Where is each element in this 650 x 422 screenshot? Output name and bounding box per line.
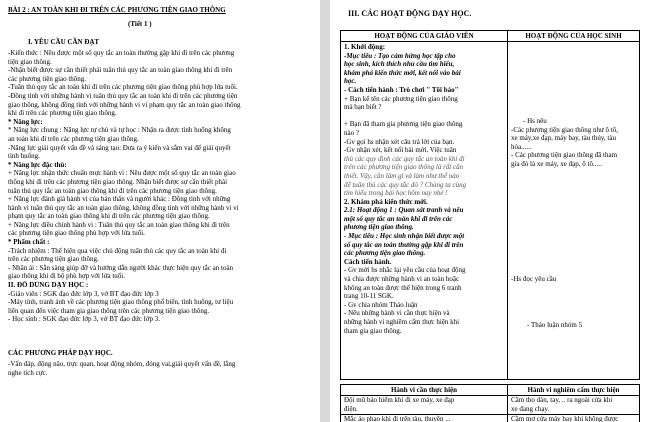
body-line: -Giáo viên : SGK đạo đức lớp 3, vở BT đạo đức lớp 3: [8, 289, 159, 298]
subtable-line: xe đang chạy.: [511, 404, 550, 413]
body-line: - Học sinh : SGK đạo đức lớp 3, vở BT đạo đức lớp 3.: [8, 315, 160, 324]
body-line: tiện giao thông.: [8, 57, 52, 66]
teacher-line: -Gv nhận xét, kết nối bài mới. Việc tuân: [344, 146, 457, 155]
behavior-subtable: [340, 384, 640, 422]
teacher-line: + Bạn kể tên các phương tiện giao thông: [344, 94, 458, 103]
column-divider: [507, 31, 508, 379]
student-line: -Các phương tiện giao thông như ô tô,: [511, 125, 618, 134]
teacher-line: khám phá kiến thức mới, kết nối vào bài: [344, 68, 461, 77]
teacher-line: tìm hiểu trong bài học hôm nay nhé !: [344, 189, 448, 198]
teacher-line: 2.1: Hoạt động 1 : Quan sát tranh và nêu: [344, 206, 464, 215]
lesson-subtitle: (Tiết 1 ): [128, 20, 152, 28]
student-group-discussion: - Thảo luận nhóm 5: [527, 321, 583, 329]
teacher-line: không an toàn được thể hiện trong 6 tranh: [344, 283, 462, 292]
methods-body: [8, 360, 314, 377]
right-page: [330, 0, 650, 422]
prohibited-behavior-header: Hành vi nghiêm cấm thực hiện: [527, 386, 620, 394]
teacher-line: Cách tiến hành.: [344, 257, 392, 266]
teacher-activities: [344, 43, 506, 335]
body-line: * Năng lực đặc thù:: [8, 160, 67, 169]
required-behavior-header: Hành vi cần thực hiện: [390, 386, 458, 394]
student-line: - Hs nêu: [523, 117, 547, 125]
body-line: giao thông khi đi bộ phù hợp với lứa tuổi.: [8, 272, 125, 281]
body-line: -Máy tính, tranh ảnh về các phương tiện giao thông phổ biến, tình huống, tư liệu: [8, 298, 234, 307]
student-read-request: -Hs đọc yêu cầu: [511, 275, 557, 283]
teacher-line: - Mục tiêu : Học sinh nhận biết được một: [344, 232, 465, 241]
prohibited-behavior-cell: Cầm mơ cửa máy bay khi không được: [511, 415, 619, 422]
body-line: -Nhận biết được sự cần thiết phải tuân thủ quy tắc an toàn giao thông khi đi trên: [8, 66, 233, 75]
body-line: trên các phương tiện giao thông.: [8, 255, 99, 264]
teacher-line: những hành vi nghiêm cấm thực hiện khi: [344, 318, 460, 326]
teacher-column-header: HOẠT ĐỘNG CỦA GIÁO VIÊN: [374, 32, 474, 40]
student-line: - Các phương tiện giao thông đã tham: [511, 151, 618, 160]
body-line: -Vấn đáp, động não, trực quan, hoạt động nhóm, đóng vai,giải quyết vấn đề, lắng: [8, 360, 236, 368]
body-line: * Phẩm chất :: [8, 238, 50, 247]
teacher-line: trang 10-11 SGK.: [344, 292, 394, 301]
requirements-body: [8, 49, 314, 324]
body-line: + Năng lực điều chỉnh hành vi : Tuân thủ quy tắc an toàn giao thông khi đi trên: [8, 220, 230, 229]
body-line: * Năng lực chung : Năng lực tự chủ và tự học : Nhận ra được tình huống không: [8, 126, 231, 135]
subtable-line: điện.: [344, 404, 358, 413]
body-line: -Đồng tình với những hành vi tuân thủ quy tắc an toàn khi đi trên các phương tiện: [8, 91, 238, 100]
body-line: giao thông, không đồng tình với những hành vi vi phạm quy tắc an toàn giao thông: [8, 100, 241, 109]
teacher-line: - Gv chia nhóm Thảo luận: [344, 300, 418, 309]
body-line: -Trách nhiệm : Thể hiện qua việc chủ động tuân thủ các quy tắc an toàn khi đi: [8, 246, 227, 255]
body-line: -Năng lực giải quyết vấn đề và sáng tạo: Đưa ra ý kiến và sắm vai để giải quyết: [8, 143, 231, 152]
required-behavior-cell: [344, 396, 506, 413]
body-line: * Năng lực:: [8, 117, 43, 126]
teacher-line: số quy tắc an toàn thường gặp khi đi trên: [344, 240, 464, 249]
teacher-line: học sinh, kích thích nhu cầu tìm hiểu,: [344, 60, 455, 69]
body-line: khi đi trên các phương tiện giao thông.: [8, 109, 117, 118]
teacher-line: -Mục tiêu : Tạo cảm hứng học tập cho: [344, 51, 456, 60]
teacher-line: học.: [344, 77, 357, 86]
teacher-line: để tuân thủ các quy tắc đó ? Chúng ta cùng: [344, 180, 467, 189]
required-behavior-cell: Mắc áo phao khi đi trên tàu, thuyền ...: [344, 415, 451, 422]
section-heading-methods: CÁC PHƯƠNG PHÁP DẠY HỌC.: [8, 349, 113, 357]
teacher-line: và chia được những hành vi an toàn hoặc: [344, 275, 460, 284]
body-line: phạm quy tắc an toàn giao thông khi đi trên các phương tiện giao thông.: [8, 212, 210, 221]
header-divider: [341, 41, 639, 42]
section-heading-materials: II. ĐỒ DÙNG DẠY HỌC :: [8, 281, 89, 290]
body-line: -Tuân thủ quy tắc an toàn khi đi trên các phương tiện giao thông phù hợp lứa tuổi.: [8, 83, 238, 92]
teacher-line: 1. Khởi động:: [344, 43, 386, 51]
body-line: tuân thủ quy tắc an toàn giao thông khi đi trên các phương tiện giao thông.: [8, 186, 217, 195]
teacher-line: phương tiện giao thông.: [344, 223, 414, 232]
teacher-line: - Nêu những hành vi cần thực hiện và: [344, 309, 450, 318]
teacher-line: - Gv mời hs nhắc lại yêu cầu của hoạt động: [344, 266, 466, 275]
teacher-line: + Bạn đã tham gia phương tiện giao thông: [344, 120, 463, 129]
teacher-line: thiết. Vậy, cần làm gì và làm như thế nào: [344, 171, 460, 180]
teacher-line: một số quy tắc an toàn khi đi trên các: [344, 214, 453, 223]
lesson-title: BÀI 2 : AN TOÀN KHI ĐI TRÊN CÁC PHƯƠNG TIỆN GIAO THÔNG: [8, 6, 226, 14]
teacher-line: [344, 112, 506, 121]
body-line: tình huống.: [8, 152, 40, 161]
subtable-line: Đội mũ bảo hiểm khi đi xe máy, xe đạp: [344, 396, 455, 404]
student-line: hỏa......: [511, 142, 532, 151]
body-line: + Năng lực nhận thức chuẩn mực hành vi : Nêu được một số quy tắc an toàn giao: [8, 169, 236, 178]
teacher-line: thủ các quy định các quy tắc an toàn khi đi: [344, 154, 465, 163]
activities-title: III. CÁC HOẠT ĐỘNG DẠY HỌC.: [348, 9, 472, 18]
student-line: gia đó là xe máy, xe đạp, ô tô.....: [511, 159, 602, 168]
prohibited-behavior-cell: [511, 396, 638, 413]
teacher-line: tham gia giao thông.: [344, 326, 402, 335]
activities-table: [340, 30, 640, 380]
teacher-line: nào ?: [344, 128, 359, 137]
body-line: - Nhân ái : Sẵn sàng giúp đỡ và hướng dẫn người khác thực hiện quy tắc an toàn: [8, 263, 234, 272]
body-line: thông khi đi trên các phương tiện giao thông. Nhận biết được sự cần thiết phải: [8, 177, 228, 186]
body-line: + Năng lực đánh giá hành vi của bản thân và người khác : Đồng tình với những: [8, 195, 231, 204]
section-heading-requirements: I. YÊU CẦU CẦN ĐẠT: [28, 38, 100, 46]
body-line: an toàn khi đi trên các phương tiện giao thông.: [8, 134, 139, 143]
teacher-line: các phương tiện giao thông.: [344, 249, 426, 258]
body-line: -Kiến thức : Nêu được một số quy tắc an toàn thường gặp khi đi trên các phương: [8, 49, 235, 57]
teacher-line: mà bạn biết ?: [344, 103, 382, 112]
body-line: các phương tiện giao thông.: [8, 74, 87, 83]
teacher-line: trên các phương tiện giao thông là rất cần: [344, 163, 464, 172]
teacher-line: 2. Khám phá kiến thức mới.: [344, 197, 428, 206]
body-line: hành vi tuân thủ quy tắc an toàn giao thông, không đồng tình với những hành vi vi: [8, 203, 239, 212]
teacher-line: - Cách tiến hành : Trò chơi " Tôi bảo": [344, 85, 459, 94]
student-column-header: HOẠT ĐỘNG CỦA HỌC SINH: [525, 32, 622, 40]
student-line: xe máy,xe đạp, máy bay, tàu thủy, tàu: [511, 134, 616, 143]
left-page: [0, 0, 320, 422]
body-line: các phương tiện giao thông phù hợp với lứa tuổi.: [8, 229, 145, 238]
student-activities: [511, 117, 638, 169]
body-line: liên quan đến việc tham gia giao thông trên các phương tiện giao thông.: [8, 306, 210, 315]
teacher-line: -Gv gọi hs nhận xét câu trả lời của bạn.: [344, 137, 455, 146]
body-line: nghe tích cực.: [8, 368, 48, 377]
subtable-line: Cầm tho dàn, tay, .. ra ngoài cửa khi: [511, 396, 613, 404]
